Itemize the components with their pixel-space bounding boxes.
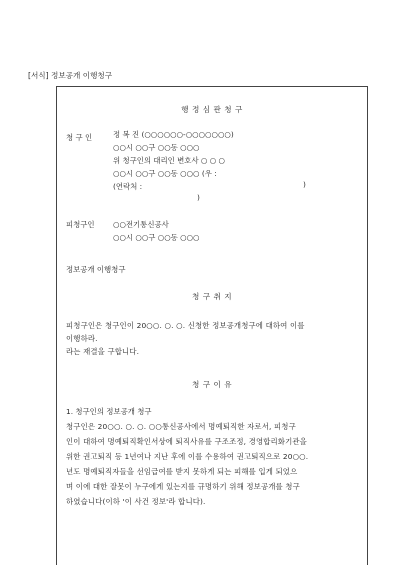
respondent-line: ○○전기통신공사	[113, 220, 169, 229]
purpose-line: 라는 재결을 구합니다.	[66, 347, 140, 356]
respondent-block	[113, 218, 200, 244]
purpose-line: 이행하라.	[66, 334, 98, 343]
purpose-body	[66, 319, 305, 358]
purpose-line: 피청구인은 청구인이 20○○. ○. ○. 신청한 정보공개청구에 대하여 이를	[66, 321, 305, 330]
reasons-body	[66, 419, 308, 509]
claimant-line: 위 청구인의 대리인 변호사 ○ ○ ○	[113, 156, 225, 165]
claimant-line: 정 복 진 (○○○○○○-○○○○○○○)	[113, 130, 234, 139]
claimant-close-paren: )	[303, 180, 306, 189]
reasons-line: 년도 명예퇴직자들을 선임급여를 받지 못하게 되는 피해를 입게 되었으	[66, 467, 298, 476]
reasons-line: 며 이에 대한 잘못이 누구에게 있는지를 규명하기 위해 정보공개를 청구	[66, 482, 300, 491]
reasons-line: 위한 권고퇴직 등 1년여나 지난 후에 이를 수용하여 권고퇴직으로 20○○.	[66, 452, 309, 461]
claimant-line: (연락처 :	[113, 182, 143, 191]
claimant-line: ○○시 ○○구 ○○동 ○○○	[113, 143, 200, 152]
reasons-line: 하였습니다(이하 '이 사건 정보'라 합니다).	[66, 497, 206, 506]
document-title: 행 정 심 판 청 구	[181, 105, 243, 114]
respondent-line: ○○시 ○○구 ○○동 ○○○	[113, 233, 200, 242]
reasons-line: 청구인은 20○○. ○. ○. ○○통신공사에서 명예퇴직한 자로서, 피청구	[66, 422, 296, 431]
reasons-subheading: 1. 청구인의 정보공개 청구	[66, 407, 152, 416]
reasons-heading: 청 구 이 유	[191, 380, 233, 389]
claimant-line: ○○시 ○○구 ○○동 ○○○ (우 :	[113, 169, 217, 178]
purpose-heading: 청 구 취 지	[191, 292, 233, 301]
claimant-close-paren: )	[197, 193, 200, 202]
claimant-block	[113, 128, 234, 193]
reasons-line: 인이 대하여 명예퇴직확인서상에 퇴직사유를 구조조정, 경영합리화기관을	[66, 437, 307, 446]
document-frame	[56, 86, 368, 565]
form-caption: [서식] 정보공개 이행청구	[28, 71, 113, 80]
claimant-label: 청 구 인	[66, 133, 93, 142]
respondent-label: 피청구인	[66, 220, 95, 229]
case-name: 정보공개 이행청구	[66, 265, 126, 274]
